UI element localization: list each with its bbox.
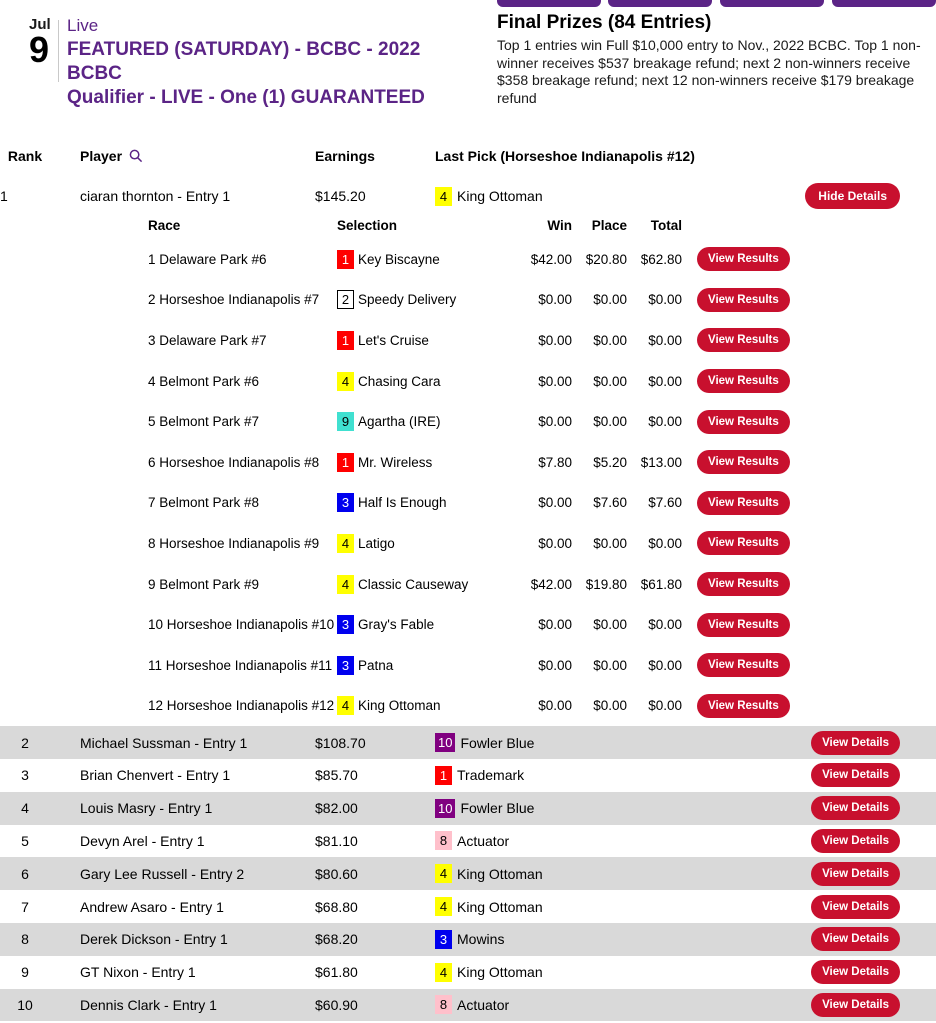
race-label: 10 Horseshoe Indianapolis #10 [148,617,335,633]
horse-name: Classic Causeway [358,576,469,592]
event-date [29,16,59,70]
selection-cell [337,534,500,553]
earnings-value: $85.70 [315,767,358,784]
details-header [148,218,936,239]
place-amount: $5.20 [593,454,627,470]
top-nav-button-stub[interactable] [832,0,936,7]
selection-cell [337,412,500,431]
event-title [67,38,467,110]
selection-cell [337,250,500,269]
last-pick [435,185,776,207]
horse-name: Actuator [457,996,510,1013]
saddle-cloth-number: 3 [337,615,354,634]
place-amount: $0.00 [593,698,627,714]
total-amount: $0.00 [648,292,682,308]
win-amount: $0.00 [538,373,572,389]
horse-name: King Ottoman [457,188,543,204]
saddle-cloth-number: 10 [435,799,455,818]
place-amount: $0.00 [593,617,627,633]
leaderboard-rows [0,726,936,1021]
selection-cell [337,372,500,391]
race-result-row [148,564,936,605]
rank-value: 3 [21,767,29,784]
total-amount: $0.00 [648,698,682,714]
leaderboard-row [0,726,936,759]
view-results-button[interactable]: View Results [697,694,790,718]
race-label: 11 Horseshoe Indianapolis #11 [148,657,333,673]
race-result-row [148,401,936,442]
saddle-cloth-number: 3 [337,656,354,675]
total-amount: $0.00 [648,373,682,389]
earnings-value: $61.80 [315,964,358,981]
saddle-cloth-number: 4 [435,963,452,982]
last-pick [435,831,776,850]
last-pick [435,930,776,949]
win-amount: $42.00 [530,251,572,267]
leaderboard-row [0,759,936,792]
place-amount: $0.00 [593,535,627,551]
total-amount: $0.00 [648,657,682,673]
place-amount: $0.00 [593,332,627,348]
race-result-row [148,645,936,686]
view-results-button[interactable]: View Results [697,328,790,352]
win-amount: $42.00 [530,576,572,592]
race-label: 9 Belmont Park #9 [148,576,260,592]
rank-value: 9 [21,964,29,981]
earnings-value: $60.90 [315,996,358,1013]
saddle-cloth-number: 1 [337,250,354,269]
hide-details-button[interactable]: Hide Details [805,183,900,209]
saddle-cloth-number: 10 [435,733,455,752]
race-result-row [148,239,936,280]
view-details-button[interactable]: View Details [811,993,900,1017]
total-amount: $0.00 [648,414,682,430]
earnings-value: $68.80 [315,898,358,915]
rank-value: 7 [21,898,29,915]
saddle-cloth-number: 4 [435,897,452,916]
place-amount: $0.00 [593,414,627,430]
leaderboard-header [0,148,936,180]
win-amount: $0.00 [538,535,572,551]
top-nav-button-stub[interactable] [497,0,601,7]
rank-value: 1 [0,188,8,204]
final-prizes-heading: Final Prizes (84 Entries) [497,12,712,33]
horse-name: Let's Cruise [358,332,429,348]
total-amount: $61.80 [640,576,682,592]
leaderboard-row-expanded [0,180,936,218]
saddle-cloth-number: 3 [337,493,354,512]
rank-header: Rank [7,148,43,164]
saddle-cloth-number: 9 [337,412,354,431]
selection-cell [337,493,500,512]
earnings-header: Earnings [315,148,375,164]
horse-name: Half Is Enough [358,495,447,511]
horse-name: Fowler Blue [460,800,535,817]
last-pick [435,799,776,818]
horse-name: King Ottoman [358,698,441,714]
total-amount: $62.80 [640,251,682,267]
view-details-button[interactable]: View Details [811,927,900,951]
view-results-button[interactable]: View Results [697,247,790,271]
view-details-button[interactable]: View Details [811,763,900,787]
final-prizes-description: Top 1 entries win Full $10,000 entry to Nov., 2022 BCBC. Top 1 non-winner receives $537 breakage refund; next 2 non-winners receive $358 breakage refund; next 12 non-winners receive $179 breakage refund [497,37,921,106]
race-label: 2 Horseshoe Indianapolis #7 [148,292,320,308]
horse-name: Speedy Delivery [358,292,457,308]
player-name: Brian Chenvert - Entry 1 [80,767,231,784]
view-details-button[interactable]: View Details [811,731,900,755]
win-amount: $0.00 [538,292,572,308]
selection-cell [337,290,500,309]
place-amount: $0.00 [593,657,627,673]
race-label: 6 Horseshoe Indianapolis #8 [148,454,320,470]
rank-value: 8 [21,931,29,948]
player-name: ciaran thornton - Entry 1 [80,188,231,204]
saddle-cloth-number: 4 [337,696,354,715]
saddle-cloth-number: 4 [435,864,452,883]
horse-name: King Ottoman [457,964,543,981]
race-result-row [148,280,936,321]
selection-cell [337,331,500,350]
earnings-value: $68.20 [315,931,358,948]
saddle-cloth-number: 1 [337,331,354,350]
horse-name: Trademark [457,767,525,784]
saddle-cloth-number: 4 [337,575,354,594]
earnings-value: $80.60 [315,865,358,882]
view-results-button[interactable]: View Results [697,491,790,515]
saddle-cloth-number: 1 [337,453,354,472]
view-results-button[interactable]: View Results [697,450,790,474]
view-details-button[interactable]: View Details [811,796,900,820]
horse-name: Agartha (IRE) [358,414,441,430]
event-title-line2: Qualifier - LIVE - One (1) GUARANTEED [67,87,425,108]
player-name: GT Nixon - Entry 1 [80,964,196,981]
win-amount: $0.00 [538,617,572,633]
horse-name: Gray's Fable [358,617,435,633]
earnings-value: $145.20 [315,188,366,204]
place-amount: $0.00 [593,292,627,308]
race-label: 4 Belmont Park #6 [148,373,260,389]
leaderboard-row [0,956,936,989]
last-pick [435,733,776,752]
last-pick [435,766,776,785]
total-amount: $0.00 [648,617,682,633]
player-name: Michael Sussman - Entry 1 [80,734,248,751]
date-divider [58,20,59,82]
race-label: 3 Delaware Park #7 [148,332,267,348]
player-header-label: Player [80,148,123,164]
final-prizes [497,12,931,107]
view-results-button[interactable]: View Results [697,653,790,677]
leaderboard-row [0,857,936,890]
total-amount: $7.60 [648,495,682,511]
last-pick [435,963,776,982]
race-result-row [148,523,936,564]
horse-name: King Ottoman [457,865,543,882]
race-result-row [148,604,936,645]
race-result-row [148,686,936,727]
total-amount: $13.00 [640,454,682,470]
rank-value: 4 [21,800,29,817]
place-amount: $20.80 [585,251,627,267]
win-amount: $7.80 [538,454,572,470]
total-amount: $0.00 [648,332,682,348]
search-icon[interactable] [129,149,143,163]
leaderboard-row [0,923,936,956]
view-results-button[interactable]: View Results [697,531,790,555]
leaderboard-row [0,825,936,858]
race-result-row [148,320,936,361]
total-amount: $0.00 [648,535,682,551]
view-results-button[interactable]: View Results [697,369,790,393]
event-info [67,16,467,110]
win-amount: $0.00 [538,414,572,430]
race-label: 5 Belmont Park #7 [148,414,260,430]
view-details-button[interactable]: View Details [811,895,900,919]
selection-header: Selection [337,218,398,233]
saddle-cloth-number: 3 [435,930,452,949]
saddle-cloth-number: 8 [435,831,452,850]
horse-name: Key Biscayne [358,251,440,267]
win-amount: $0.00 [538,332,572,348]
details-rows [0,239,936,726]
win-header: Win [547,218,572,233]
place-amount: $19.80 [585,576,627,592]
player-header [50,148,315,164]
player-name: Gary Lee Russell - Entry 2 [80,865,245,882]
view-details-button[interactable]: View Details [811,829,900,853]
saddle-cloth-number: 4 [435,187,452,206]
live-status: Live [67,16,99,35]
horse-name: Latigo [358,535,395,551]
saddle-cloth-number: 4 [337,534,354,553]
race-label: 12 Horseshoe Indianapolis #12 [148,698,335,714]
last-pick [435,864,776,883]
player-name: Derek Dickson - Entry 1 [80,931,228,948]
selection-cell [337,615,500,634]
view-results-button[interactable]: View Results [697,410,790,434]
horse-name: Patna [358,657,394,673]
horse-name: Chasing Cara [358,373,441,389]
earnings-value: $82.00 [315,800,358,817]
top-nav-button-stub[interactable] [608,0,712,7]
event-day: 9 [29,29,50,70]
rank-value: 6 [21,865,29,882]
view-results-button[interactable]: View Results [697,288,790,312]
horse-name: King Ottoman [457,898,543,915]
top-nav-button-stub[interactable] [720,0,824,7]
view-details-button[interactable]: View Details [811,862,900,886]
leaderboard-row [0,989,936,1022]
rank-value: 2 [21,734,29,751]
race-header: Race [148,218,181,233]
saddle-cloth-number: 1 [435,766,452,785]
race-label: 1 Delaware Park #6 [148,251,267,267]
selection-cell [337,575,500,594]
view-results-button[interactable]: View Results [697,613,790,637]
total-header: Total [650,218,682,233]
race-result-row [148,442,936,483]
place-amount: $0.00 [593,373,627,389]
saddle-cloth-number: 2 [337,290,354,309]
saddle-cloth-number: 8 [435,995,452,1014]
rank-value: 5 [21,832,29,849]
selection-cell [337,656,500,675]
player-name: Devyn Arel - Entry 1 [80,832,205,849]
horse-name: Actuator [457,832,510,849]
race-label: 7 Belmont Park #8 [148,495,260,511]
last-pick-header: Last Pick (Horseshoe Indianapolis #12) [435,148,695,164]
place-header: Place [591,218,627,233]
leaderboard-row [0,890,936,923]
win-amount: $0.00 [538,657,572,673]
view-details-button[interactable]: View Details [811,960,900,984]
race-result-row [148,361,936,402]
player-name: Louis Masry - Entry 1 [80,800,213,817]
race-result-row [148,483,936,524]
player-name: Dennis Clark - Entry 1 [80,996,217,1013]
selection-cell [337,453,500,472]
earnings-value: $81.10 [315,832,358,849]
horse-name: Mowins [457,931,505,948]
player-name: Andrew Asaro - Entry 1 [80,898,224,915]
earnings-value: $108.70 [315,734,366,751]
horse-name: Mr. Wireless [358,454,433,470]
saddle-cloth-number: 4 [337,372,354,391]
horse-name: Fowler Blue [460,734,535,751]
last-pick [435,995,776,1014]
rank-value: 10 [17,996,33,1013]
win-amount: $0.00 [538,698,572,714]
leaderboard-row [0,792,936,825]
race-label: 8 Horseshoe Indianapolis #9 [148,535,320,551]
last-pick [435,897,776,916]
event-month: Jul [29,16,51,33]
place-amount: $7.60 [593,495,627,511]
selection-cell [337,696,500,715]
win-amount: $0.00 [538,495,572,511]
event-title-line1: FEATURED (SATURDAY) - BCBC - 2022 BCBC [67,39,421,84]
view-results-button[interactable]: View Results [697,572,790,596]
